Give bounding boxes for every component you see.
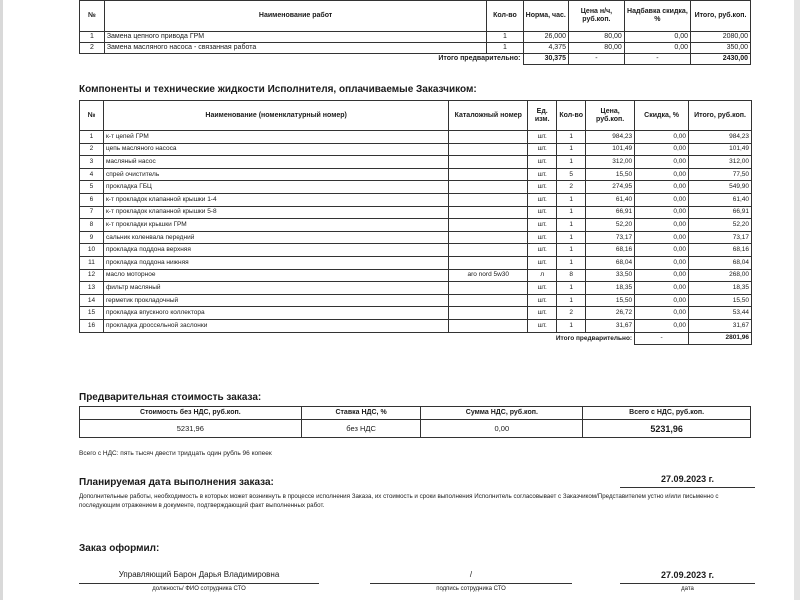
components-cell: 8 bbox=[80, 219, 104, 232]
caption-position: должность/ ФИО сотрудника СТО bbox=[152, 586, 246, 592]
components-cell: 0,00 bbox=[635, 156, 689, 169]
components-cell: 0,00 bbox=[635, 168, 689, 181]
estimate-total-cell: 5231,96 bbox=[583, 420, 751, 438]
components-cell: 2 bbox=[557, 181, 586, 194]
plan-title: Планируемая дата выполнения заказа: bbox=[79, 477, 274, 488]
components-cell: 0,00 bbox=[635, 244, 689, 257]
components-cell: 312,00 bbox=[689, 156, 752, 169]
works-header-cell: Наименование работ bbox=[104, 1, 487, 32]
components-total-spacer bbox=[80, 332, 528, 345]
components-cell: 549,90 bbox=[689, 181, 752, 194]
components-cell: 268,00 bbox=[689, 269, 752, 282]
estimate-header-row bbox=[80, 407, 751, 420]
components-cell: шт. bbox=[528, 206, 557, 219]
components-cell bbox=[449, 143, 528, 156]
components-cell: 61,40 bbox=[586, 193, 635, 206]
estimate-header-cell: Всего с НДС, руб.коп. bbox=[583, 407, 751, 420]
page-edge-left bbox=[0, 0, 3, 600]
components-header-cell: № bbox=[80, 101, 104, 131]
components-cell: 1 bbox=[557, 231, 586, 244]
components-cell: 15,50 bbox=[689, 294, 752, 307]
components-cell: 984,23 bbox=[586, 131, 635, 144]
components-header-row bbox=[80, 101, 752, 131]
estimate-value-row bbox=[80, 420, 751, 438]
components-header-cell: Итого, руб.коп. bbox=[689, 101, 752, 131]
components-cell: прокладка поддона нижняя bbox=[103, 256, 448, 269]
components-cell: шт. bbox=[528, 294, 557, 307]
components-cell bbox=[449, 307, 528, 320]
components-cell: 1 bbox=[557, 282, 586, 295]
works-cell: 1 bbox=[487, 43, 523, 54]
components-body bbox=[80, 131, 752, 333]
components-header-cell: Ед. изм. bbox=[528, 101, 557, 131]
components-cell: 15 bbox=[80, 307, 104, 320]
works-cell: 350,00 bbox=[690, 43, 750, 54]
components-cell: 11 bbox=[80, 256, 104, 269]
components-cell: 0,00 bbox=[635, 256, 689, 269]
components-header-cell: Каталожный номер bbox=[449, 101, 528, 131]
components-cell: прокладка дроссельной заслонки bbox=[103, 319, 448, 332]
components-cell: 0,00 bbox=[635, 181, 689, 194]
components-cell: 31,67 bbox=[586, 319, 635, 332]
components-header-cell: Кол-во bbox=[557, 101, 586, 131]
table-row bbox=[80, 131, 752, 144]
estimate-value-cell: 0,00 bbox=[421, 420, 583, 438]
works-total-row bbox=[80, 54, 751, 65]
plan-text: Дополнительные работы, необходимость в которых может возникнуть в процессе исполнения Заказа, их стоимость и сроки выполнения Исполнитель согласовывает с Заказчиком/Представителем устно и/или письменно с последующим отражением в документе, подтверждающий факт выполненных работ. bbox=[79, 493, 719, 509]
caption-signature: подпись сотрудника СТО bbox=[436, 586, 506, 592]
components-cell: масло моторное bbox=[103, 269, 448, 282]
components-cell: к-т прокладок клапанной крышки 5-8 bbox=[103, 206, 448, 219]
components-cell: 73,17 bbox=[586, 231, 635, 244]
components-cell: к-т цепей ГРМ bbox=[103, 131, 448, 144]
components-cell bbox=[449, 206, 528, 219]
components-cell: шт. bbox=[528, 156, 557, 169]
components-cell: 73,17 bbox=[689, 231, 752, 244]
table-row bbox=[80, 244, 752, 257]
components-cell: 68,16 bbox=[689, 244, 752, 257]
components-total-sum: 2801,96 bbox=[689, 332, 752, 345]
components-cell: 312,00 bbox=[586, 156, 635, 169]
components-cell: шт. bbox=[528, 319, 557, 332]
components-cell: 15,50 bbox=[586, 168, 635, 181]
components-cell bbox=[449, 131, 528, 144]
estimate-value-cell: без НДС bbox=[301, 420, 421, 438]
components-cell: 0,00 bbox=[635, 131, 689, 144]
components-cell: 10 bbox=[80, 244, 104, 257]
components-cell: спрей очиститель bbox=[103, 168, 448, 181]
components-cell: шт. bbox=[528, 181, 557, 194]
vat-in-words: Всего с НДС: пять тысяч двести тридцать один рубль 96 копеек bbox=[79, 450, 272, 457]
components-cell: 68,16 bbox=[586, 244, 635, 257]
components-cell: 1 bbox=[557, 219, 586, 232]
works-cell: 80,00 bbox=[569, 43, 625, 54]
table-row bbox=[80, 156, 752, 169]
components-cell: 0,00 bbox=[635, 231, 689, 244]
components-cell: шт. bbox=[528, 168, 557, 181]
components-cell: 1 bbox=[557, 294, 586, 307]
components-cell: 0,00 bbox=[635, 193, 689, 206]
components-header-cell: Наименование (номенклатурный номер) bbox=[103, 101, 448, 131]
components-cell: 1 bbox=[557, 256, 586, 269]
components-cell bbox=[449, 319, 528, 332]
components-cell: масляный насос bbox=[103, 156, 448, 169]
table-row bbox=[80, 319, 752, 332]
components-cell: л bbox=[528, 269, 557, 282]
works-total-label: Итого предварительно: bbox=[438, 55, 521, 63]
caption-date: дата bbox=[681, 586, 694, 592]
employee-name-field: Управляющий Барон Дарья Владимировна bbox=[79, 570, 319, 584]
table-row bbox=[80, 181, 752, 194]
components-cell: к-т прокладок клапанной крышки 1-4 bbox=[103, 193, 448, 206]
components-header-cell: Скидка, % bbox=[635, 101, 689, 131]
components-cell: шт. bbox=[528, 307, 557, 320]
components-cell: 1 bbox=[557, 319, 586, 332]
components-cell: прокладка ГБЦ bbox=[103, 181, 448, 194]
components-total-label: Итого предварительно: bbox=[555, 334, 633, 342]
components-cell: aro nord 5w30 bbox=[449, 269, 528, 282]
components-cell: 8 bbox=[557, 269, 586, 282]
works-header-cell: Кол-во bbox=[487, 1, 523, 32]
components-cell: 1 bbox=[557, 156, 586, 169]
works-cell: Замена цепного привода ГРМ bbox=[104, 32, 487, 43]
works-cell: 1 bbox=[80, 32, 105, 43]
table-row bbox=[80, 231, 752, 244]
components-cell bbox=[449, 219, 528, 232]
works-total-dash: - bbox=[624, 54, 690, 65]
components-cell: 1 bbox=[557, 193, 586, 206]
components-cell bbox=[449, 294, 528, 307]
works-header-cell: Надбавка скидка, % bbox=[624, 1, 690, 32]
table-row bbox=[80, 143, 752, 156]
components-cell: 7 bbox=[80, 206, 104, 219]
components-cell: 52,20 bbox=[586, 219, 635, 232]
components-cell: герметик прокладочный bbox=[103, 294, 448, 307]
components-cell: 9 bbox=[80, 231, 104, 244]
works-cell: 80,00 bbox=[569, 32, 625, 43]
components-cell: 77,50 bbox=[689, 168, 752, 181]
components-cell: 52,20 bbox=[689, 219, 752, 232]
components-cell: 0,00 bbox=[635, 319, 689, 332]
works-header-cell: № bbox=[80, 1, 105, 32]
components-cell: 61,40 bbox=[689, 193, 752, 206]
components-cell: 15,50 bbox=[586, 294, 635, 307]
components-cell: 1 bbox=[557, 143, 586, 156]
works-cell: 2080,00 bbox=[690, 32, 750, 43]
components-total-dash: - bbox=[635, 332, 689, 345]
table-row bbox=[80, 193, 752, 206]
components-cell: 2 bbox=[557, 307, 586, 320]
components-cell: 13 bbox=[80, 282, 104, 295]
components-cell: 16 bbox=[80, 319, 104, 332]
components-cell: 33,50 bbox=[586, 269, 635, 282]
components-cell: 1 bbox=[557, 131, 586, 144]
table-row bbox=[80, 219, 752, 232]
estimate-title: Предварительная стоимость заказа: bbox=[79, 392, 262, 403]
components-cell: 2 bbox=[80, 143, 104, 156]
table-row bbox=[80, 256, 752, 269]
components-cell: к-т прокладки крышки ГРМ bbox=[103, 219, 448, 232]
works-total-dash: - bbox=[569, 54, 625, 65]
components-cell: 274,95 bbox=[586, 181, 635, 194]
components-title: Компоненты и технические жидкости Исполнителя, оплачиваемые Заказчиком: bbox=[79, 84, 477, 95]
table-row bbox=[80, 294, 752, 307]
components-cell: прокладка впускного коллектора bbox=[103, 307, 448, 320]
components-cell: 0,00 bbox=[635, 269, 689, 282]
works-cell: 4,375 bbox=[523, 43, 568, 54]
components-cell: шт. bbox=[528, 231, 557, 244]
components-cell: шт. bbox=[528, 244, 557, 257]
works-cell: 0,00 bbox=[624, 32, 690, 43]
components-cell: шт. bbox=[528, 143, 557, 156]
components-cell: 31,67 bbox=[689, 319, 752, 332]
components-cell bbox=[449, 244, 528, 257]
components-header-cell: Цена, руб.коп. bbox=[586, 101, 635, 131]
components-cell: 12 bbox=[80, 269, 104, 282]
components-cell: 101,49 bbox=[586, 143, 635, 156]
table-row bbox=[80, 168, 752, 181]
components-cell: шт. bbox=[528, 256, 557, 269]
components-cell: 1 bbox=[557, 244, 586, 257]
estimate-header-cell: Ставка НДС, % bbox=[301, 407, 421, 420]
table-row bbox=[80, 43, 751, 54]
components-cell: 18,35 bbox=[586, 282, 635, 295]
components-cell: шт. bbox=[528, 131, 557, 144]
components-cell: 68,04 bbox=[586, 256, 635, 269]
components-cell: сальник коленвала передний bbox=[103, 231, 448, 244]
components-total-row bbox=[80, 332, 752, 345]
works-total-sum: 2430,00 bbox=[690, 54, 750, 65]
components-cell bbox=[449, 256, 528, 269]
components-cell: 6 bbox=[80, 193, 104, 206]
components-cell: 0,00 bbox=[635, 294, 689, 307]
components-cell bbox=[449, 168, 528, 181]
components-cell: 1 bbox=[80, 131, 104, 144]
components-cell: 0,00 bbox=[635, 282, 689, 295]
components-cell: фильтр масляный bbox=[103, 282, 448, 295]
components-cell: 26,72 bbox=[586, 307, 635, 320]
components-table bbox=[79, 100, 752, 345]
components-cell bbox=[449, 193, 528, 206]
components-cell: 0,00 bbox=[635, 143, 689, 156]
estimate-header-cell: Стоимость без НДС, руб.коп. bbox=[80, 407, 302, 420]
works-table bbox=[79, 0, 751, 65]
works-cell: 0,00 bbox=[624, 43, 690, 54]
works-total-spacer bbox=[80, 54, 105, 65]
components-cell bbox=[449, 231, 528, 244]
components-cell bbox=[449, 181, 528, 194]
table-row bbox=[80, 269, 752, 282]
components-cell: 0,00 bbox=[635, 206, 689, 219]
components-cell: 101,49 bbox=[689, 143, 752, 156]
components-cell: 4 bbox=[80, 168, 104, 181]
components-cell: 0,00 bbox=[635, 219, 689, 232]
components-cell: 66,91 bbox=[689, 206, 752, 219]
components-cell: 68,04 bbox=[689, 256, 752, 269]
plan-date: 27.09.2023 г. bbox=[620, 474, 755, 488]
components-cell: 14 bbox=[80, 294, 104, 307]
works-header-cell: Цена н/ч, руб.коп. bbox=[569, 1, 625, 32]
components-cell: шт. bbox=[528, 219, 557, 232]
components-cell: 3 bbox=[80, 156, 104, 169]
works-cell: 26,000 bbox=[523, 32, 568, 43]
components-cell bbox=[449, 156, 528, 169]
works-header-cell: Итого, руб.коп. bbox=[690, 1, 750, 32]
works-total-hours: 30,375 bbox=[523, 54, 568, 65]
signature-field: / bbox=[370, 570, 572, 584]
table-row bbox=[80, 206, 752, 219]
estimate-value-cell: 5231,96 bbox=[80, 420, 302, 438]
components-cell: 53,44 bbox=[689, 307, 752, 320]
works-cell: Замена масляного насоса - связанная работа bbox=[104, 43, 487, 54]
components-cell: 984,23 bbox=[689, 131, 752, 144]
components-cell: 5 bbox=[80, 181, 104, 194]
table-row bbox=[80, 282, 752, 295]
table-row bbox=[80, 32, 751, 43]
estimate-table bbox=[79, 406, 751, 438]
table-row bbox=[80, 307, 752, 320]
estimate-header-cell: Сумма НДС, руб.коп. bbox=[421, 407, 583, 420]
components-cell: 66,91 bbox=[586, 206, 635, 219]
components-cell bbox=[449, 282, 528, 295]
components-cell: 18,35 bbox=[689, 282, 752, 295]
page-edge-right bbox=[794, 0, 800, 600]
order-title: Заказ оформил: bbox=[79, 543, 160, 554]
works-header-row bbox=[80, 1, 751, 32]
works-header-cell: Норма, час. bbox=[523, 1, 568, 32]
components-cell: 1 bbox=[557, 206, 586, 219]
signature-date: 27.09.2023 г. bbox=[620, 570, 755, 584]
components-cell: цепь масляного насоса bbox=[103, 143, 448, 156]
works-cell: 2 bbox=[80, 43, 105, 54]
components-cell: 5 bbox=[557, 168, 586, 181]
components-cell: шт. bbox=[528, 193, 557, 206]
works-cell: 1 bbox=[487, 32, 523, 43]
components-cell: прокладка поддона верхняя bbox=[103, 244, 448, 257]
components-cell: шт. bbox=[528, 282, 557, 295]
components-cell: 0,00 bbox=[635, 307, 689, 320]
